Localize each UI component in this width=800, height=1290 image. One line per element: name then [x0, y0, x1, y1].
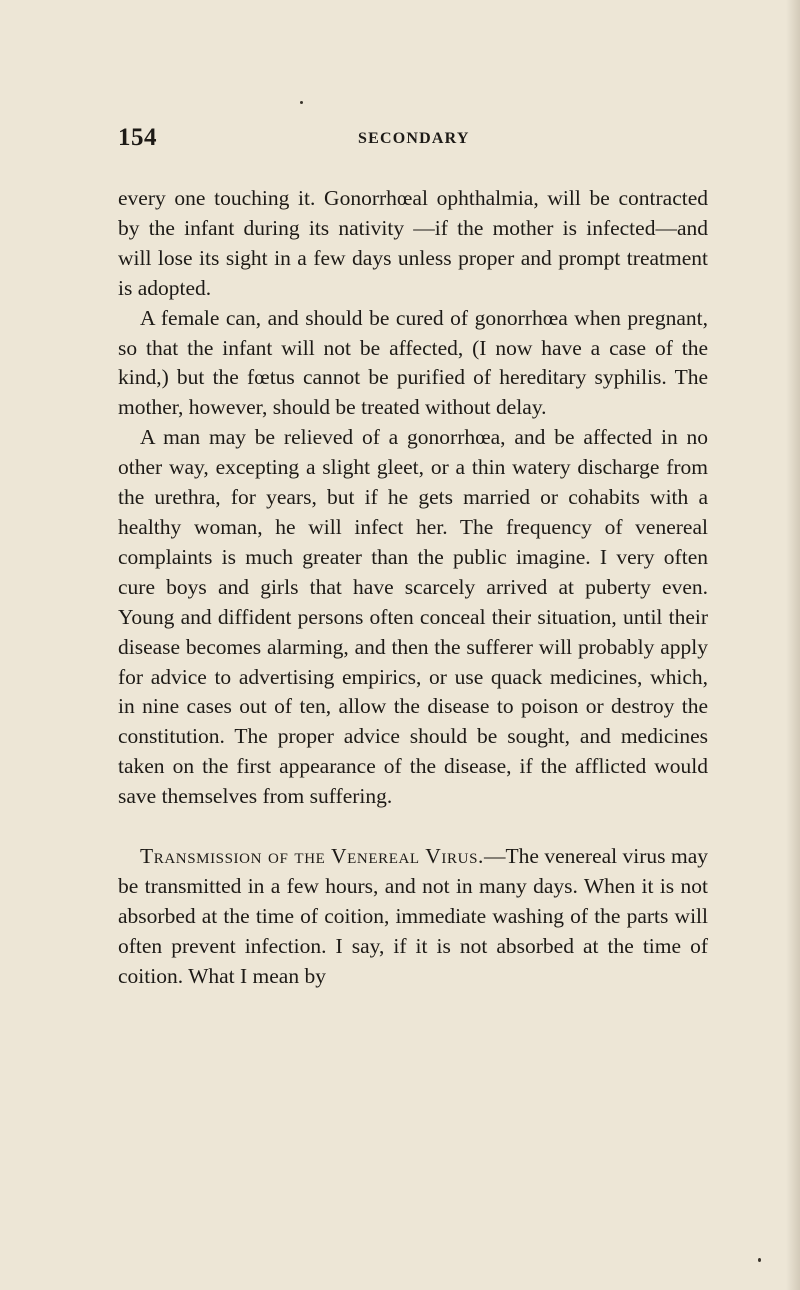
page-header: [118, 124, 708, 158]
body-text: [118, 184, 708, 992]
paragraph-2: A female can, and should be cured of gonorrhœa when pregnant, so that the infant will not be affected, (I now have a case of the kind,) but the fœtus cannot be purified of hereditary syphilis. The mother, however, should be treated without delay.: [118, 305, 708, 420]
section-paragraph: [118, 842, 708, 992]
page-number: 154: [118, 124, 157, 151]
paragraph-1: every one touching it. Gonorrhœal ophthalmia, will be contracted by the infant during its nativity —if the mother is infected—and will lose its sight in a few days unless proper and prompt treatment is adopted.: [118, 186, 708, 300]
page-edge-shadow: [786, 0, 800, 1290]
running-head: SECONDARY: [358, 130, 470, 147]
ink-speck: [758, 1258, 761, 1262]
section-heading: Transmission of the Venereal Virus.: [140, 844, 484, 869]
ink-speck: [300, 101, 303, 104]
section-text: —The venereal virus may be transmitted in a few hours, and not in many days. When it is not absorbed at the time of coition, immediate washing of the parts will often prevent infection. I say, if it is not absorbed at the time of coition. What I mean by: [118, 844, 708, 988]
paragraph-3: A man may be relieved of a gonorrhœa, and be affected in no other way, excepting a slight gleet, or a thin watery discharge from the urethra, for years, but if he gets married or cohabits with a healthy woman, he will infect her. The frequency of venereal complaints is much greater than the public imagine. I very often cure boys and girls that have scarcely arrived at puberty even. Young and diffident persons often conceal their situation, until their disease becomes alarming, and then the sufferer will probably apply for advice to advertising empirics, or use quack medicines, which, in nine cases out of ten, allow the disease to poison or destroy the constitution. The proper advice should be sought, and medicines taken on the first appearance of the disease, if the afflicted would save themselves from suffering.: [118, 425, 708, 809]
